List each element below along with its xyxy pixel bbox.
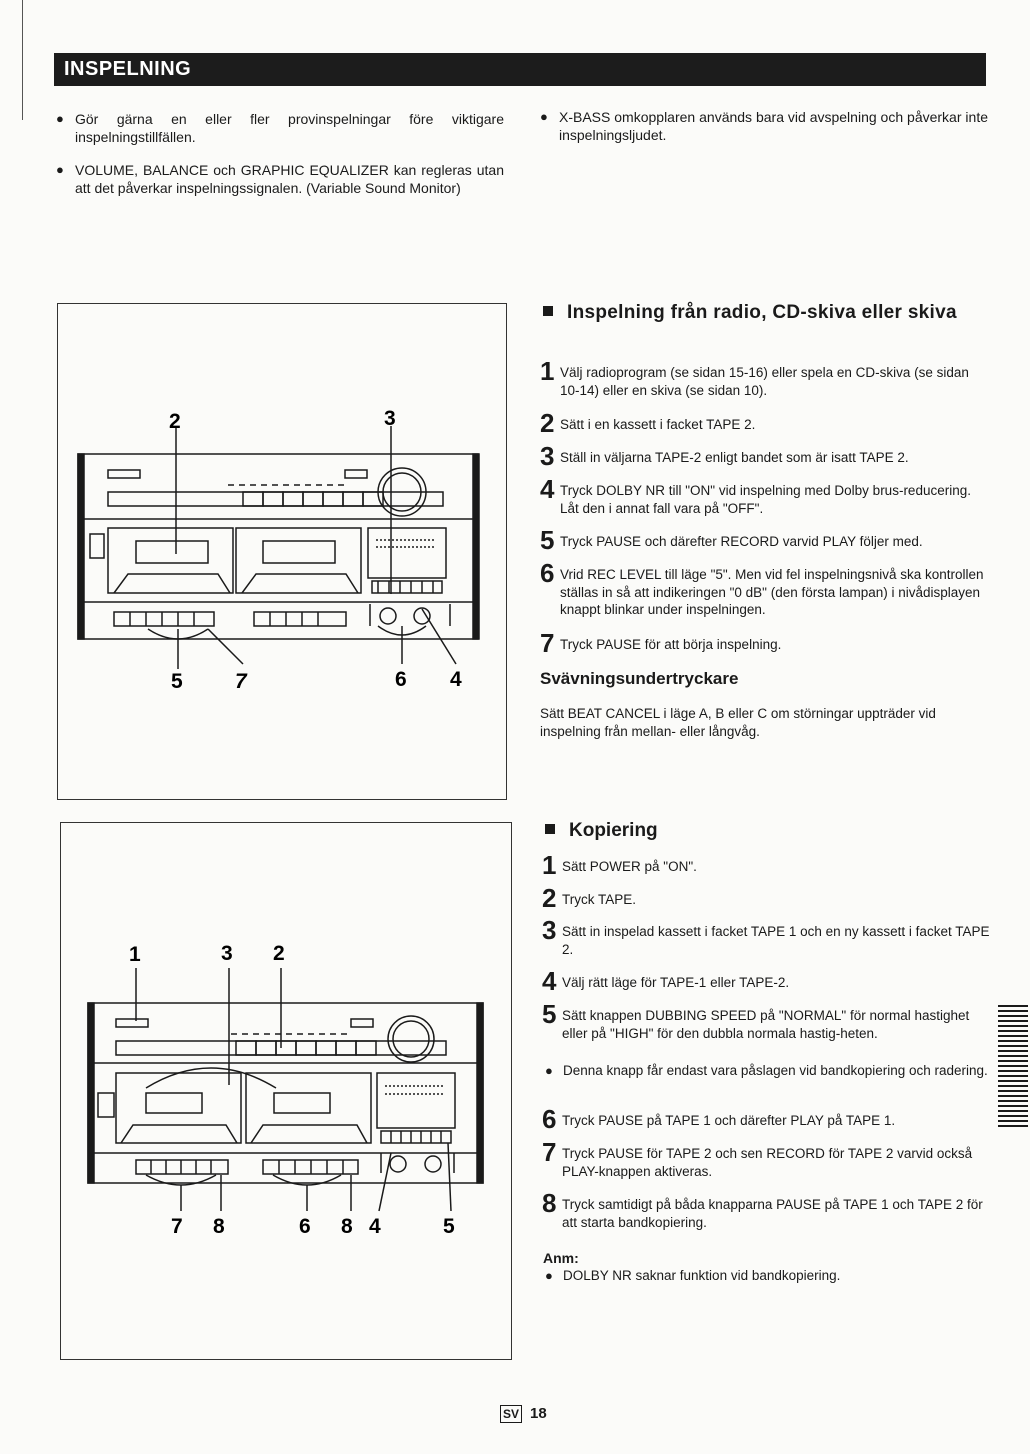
deck-illustration [58, 304, 506, 799]
step-item: 5 Sätt knappen DUBBING SPEED på "NORMAL" för normal hastighet eller på "HIGH" för den dubbla normala hastig-heten. [542, 999, 970, 1041]
note-label: Anm: [543, 1250, 579, 1266]
step-item: 3 Sätt in inspelad kassett i facket TAPE 1 och en ny kassett i facket TAPE 2. [542, 915, 990, 957]
callout-label: 2 [273, 942, 285, 965]
diagram-dubbing [60, 822, 512, 1360]
diagram-recording [57, 303, 507, 800]
step-item: 1 Sätt POWER på "ON". [542, 850, 697, 880]
callout-label: 7 [171, 1215, 183, 1238]
callout-label: 7 [235, 670, 247, 693]
margin-rule [22, 0, 23, 120]
bullet-dot-icon: ● [540, 109, 548, 124]
callout-label: 6 [299, 1215, 311, 1238]
step-item: 6 Vrid REC LEVEL till läge "5". Men vid fel inspelningsnivå ska kontrollen ställas in så att indikeringen "0 dB" (den första lampan) i nivådisplayen knappt blinkar under inspelningen. [540, 558, 984, 617]
callout-label: 5 [443, 1215, 455, 1238]
callout-label: 1 [129, 943, 141, 966]
callout-label: 6 [395, 668, 407, 691]
intro-bullet: ● VOLUME, BALANCE och GRAPHIC EQUALIZER kan regleras utan att det påverkar inspelningssignalen. (Variable Sound Monitor) [56, 162, 504, 196]
step-item: 6 Tryck PAUSE på TAPE 1 och därefter PLAY på TAPE 1. [542, 1104, 896, 1134]
step-item: 4 Tryck DOLBY NR till "ON" vid inspelning med Dolby brus-reducering. Låt den i annat fall vara på "OFF". [540, 474, 971, 516]
bullet-dot-icon: ● [545, 1063, 553, 1078]
section-heading: Kopiering [545, 819, 985, 843]
callout-label: 4 [369, 1215, 381, 1238]
bullet-dot-icon: ● [56, 162, 64, 177]
page-number: 18 [530, 1405, 547, 1422]
step-note-bullet: ● Denna knapp får endast vara påslagen vid bandkopiering och radering. [545, 1063, 988, 1078]
step-item: 1 Välj radioprogram (se sidan 15-16) eller spela en CD-skiva (se sidan 10-14) eller en skiva (se sidan 10). [540, 356, 969, 398]
thumb-index-mark [998, 1005, 1028, 1130]
page-title: INSPELNING [64, 58, 192, 80]
step-item: 2 Tryck TAPE. [542, 883, 637, 913]
bullet-dot-icon: ● [545, 1268, 553, 1283]
callout-label: 3 [384, 407, 396, 430]
step-item: 2 Sätt i en kassett i facket TAPE 2. [540, 408, 756, 438]
step-item: 5 Tryck PAUSE och därefter RECORD varvid PLAY följer med. [540, 525, 923, 555]
step-item: 7 Tryck PAUSE för TAPE 2 och sen RECORD för TAPE 2 varvid också PLAY-knappen aktiveras. [542, 1137, 973, 1179]
callout-label: 3 [221, 942, 233, 965]
callout-label: 8 [213, 1215, 225, 1238]
intro-bullet: ● Gör gärna en eller fler provinspelningar före viktigare inspelningstillfällen. [56, 111, 504, 145]
bullet-dot-icon: ● [56, 111, 64, 126]
section-heading: Inspelning från radio, CD-skiva eller skiva [543, 301, 993, 325]
step-item: 7 Tryck PAUSE för att börja inspelning. [540, 628, 782, 658]
step-item: 4 Välj rätt läge för TAPE-1 eller TAPE-2. [542, 966, 790, 996]
intro-bullet: ● X-BASS omkopplaren används bara vid avspelning och påverkar inte inspelningsljudet. [540, 109, 988, 143]
callout-label: 2 [169, 410, 181, 433]
square-bullet-icon [543, 306, 553, 316]
square-bullet-icon [545, 824, 555, 834]
step-item: 8 Tryck samtidigt på båda knapparna PAUSE på TAPE 1 och TAPE 2 för att starta bandkopiering. [542, 1188, 983, 1230]
deck-illustration [61, 823, 511, 1359]
header-banner [54, 53, 986, 86]
step-item: 3 Ställ in väljarna TAPE-2 enligt bandet som är isatt TAPE 2. [540, 441, 909, 471]
page-footer [500, 1405, 547, 1423]
note-bullet: ● DOLBY NR saknar funktion vid bandkopiering. [545, 1268, 841, 1283]
callout-label: 8 [341, 1215, 353, 1238]
callout-label: 5 [171, 670, 183, 693]
language-badge: SV [500, 1405, 522, 1423]
subsection-heading: Svävningsundertryckare [540, 669, 739, 688]
callout-label: 4 [450, 668, 462, 691]
subsection-text: Sätt BEAT CANCEL i läge A, B eller C om störningar uppträder vid inspelning från mellan- eller långvåg. [540, 706, 936, 739]
